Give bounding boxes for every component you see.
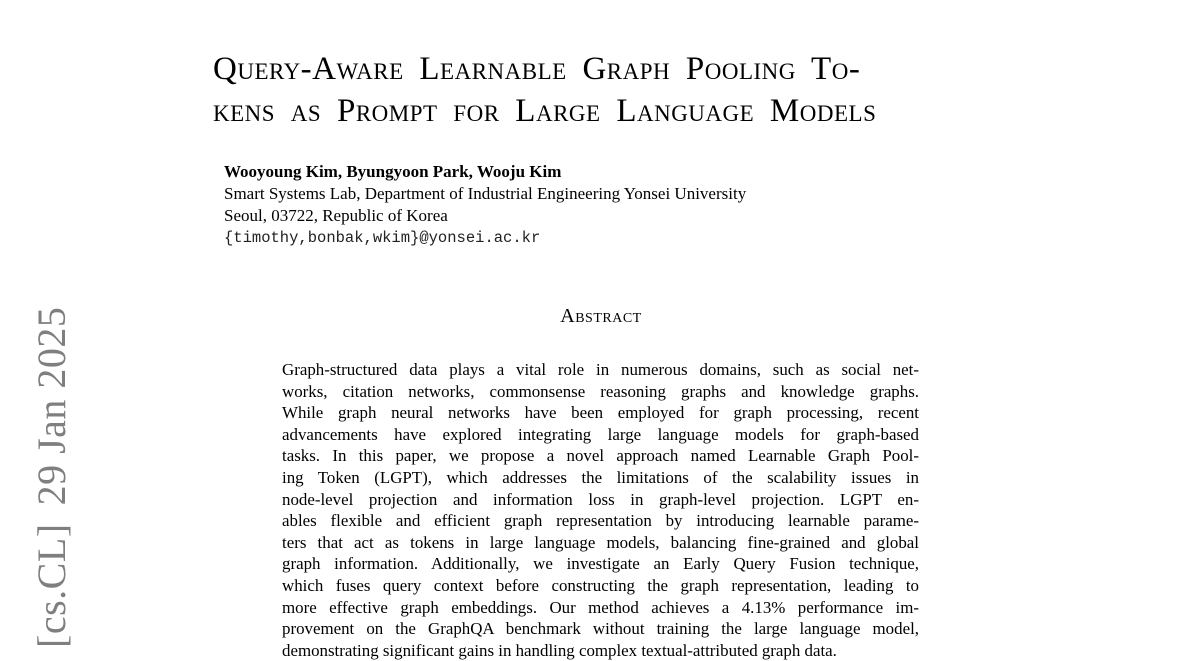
abstract-line: node-level projection and information loss in graph-level projection. LGPT en-	[282, 489, 919, 509]
abstract-heading	[0, 305, 1200, 328]
abstract-line: graph information. Additionally, we investigate an Early Query Fusion technique,	[282, 554, 919, 574]
affiliation-line: Seoul, 03722, Republic of Korea	[224, 206, 448, 225]
paper-title-line: kens as Prompt for Large Language Models	[213, 93, 877, 129]
arxiv-category: [cs.CL]	[29, 523, 74, 648]
abstract-line: advancements have explored integrating large language models for graph-based	[282, 424, 919, 444]
abstract-line: more effective graph embeddings. Our method achieves a 4.13% performance im-	[282, 597, 919, 617]
arxiv-side-stamp	[28, 307, 75, 648]
arxiv-date: 29 Jan 2025	[29, 306, 74, 506]
paper-title-line: Query-Aware Learnable Graph Pooling To-	[213, 51, 861, 87]
abstract-line: which fuses query context before constructing the graph representation, leading to	[282, 575, 919, 595]
abstract-line: Graph-structured data plays a vital role in numerous domains, such as social net-	[282, 360, 919, 379]
paper-title	[213, 48, 1013, 132]
author-names: Wooyoung Kim, Byungyoon Park, Wooju Kim	[224, 162, 562, 181]
abstract-line: While graph neural networks have been employed for graph processing, recent	[282, 403, 919, 423]
abstract-line: demonstrating significant gains in handling complex textual-attributed graph data.	[282, 640, 837, 660]
abstract-line: ables flexible and efficient graph representation by introducing learnable parame-	[282, 511, 919, 531]
author-email[interactable]: {timothy,bonbak,wkim}@yonsei.ac.kr	[224, 229, 541, 247]
abstract-line: works, citation networks, commonsense reasoning graphs and knowledge graphs.	[282, 381, 919, 401]
abstract-line: ters that act as tokens in large language models, balancing fine-grained and global	[282, 532, 919, 552]
abstract-line: ing Token (LGPT), which addresses the limitations of the scalability issues in	[282, 467, 919, 487]
affiliation-line: Smart Systems Lab, Department of Industrial Engineering Yonsei University	[224, 184, 747, 203]
abstract-line: tasks. In this paper, we propose a novel approach named Learnable Graph Pool-	[282, 446, 919, 466]
author-block	[224, 161, 746, 249]
abstract-heading-text: Abstract	[560, 305, 642, 327]
abstract-line: provement on the GraphQA benchmark without training the large language model,	[282, 619, 919, 639]
abstract-body	[282, 359, 919, 661]
